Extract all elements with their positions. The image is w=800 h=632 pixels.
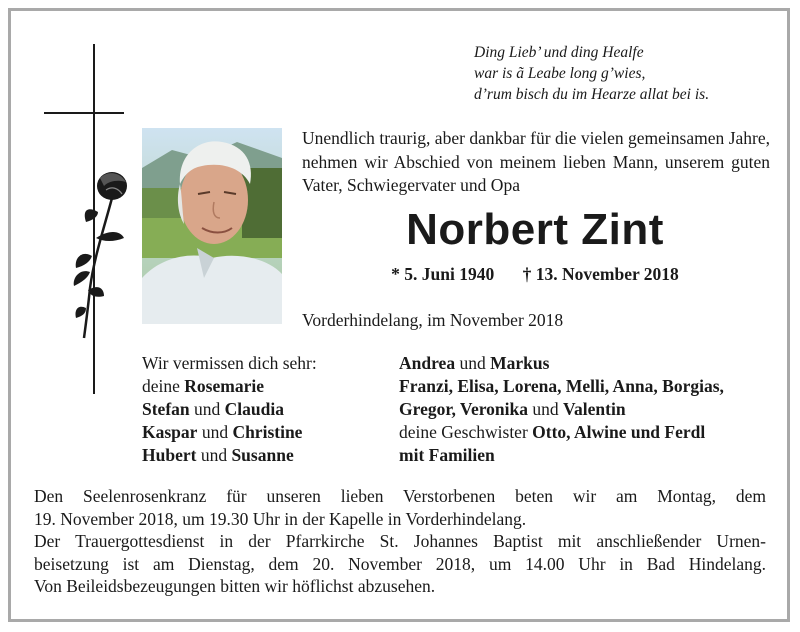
service-line: beisetzung ist am Dienstag, dem 20. November 2018, um 14.00 Uhr in Bad Hindelang. <box>34 553 766 574</box>
mourner-line: mit Familien <box>399 445 495 465</box>
birth-date: * 5. Juni 1940 <box>391 264 495 284</box>
rosary-line: 19. November 2018, um 19.30 Uhr in der Kapelle in Vorderhindelang. <box>34 508 527 529</box>
mourners-left <box>142 352 392 467</box>
service-notice <box>34 485 766 598</box>
rosary-line: Den Seelenrosenkranz für unseren lieben Verstorbenen beten wir am Montag, dem <box>34 486 766 506</box>
intro-text: Unendlich traurig, aber dankbar für die vielen gemeinsamen Jahre, nehmen wir Abschied von meinem lieben Mann, unserem guten Vater, Schwiegervater und Opa <box>302 128 770 195</box>
mourner-line: deine Geschwister Otto, Alwine und Ferdl <box>399 422 706 442</box>
motto-verse <box>474 42 774 105</box>
mourner-line: Stefan und Claudia <box>142 399 284 419</box>
mourner-line: Gregor, Veronika und Valentin <box>399 399 626 419</box>
motto-line: Ding Lieb’ und ding Healfe <box>474 44 644 61</box>
mourner-line: Andrea und Markus <box>399 353 550 373</box>
motto-line: d’rum bisch du im Hearze allat bei is. <box>474 86 710 103</box>
rose-icon <box>64 168 134 340</box>
mourner-line: Wir vermissen dich sehr: <box>142 353 317 373</box>
mourner-line: Hubert und Susanne <box>142 445 294 465</box>
service-line: Der Trauergottesdienst in der Pfarrkirche St. Johannes Baptist mit anschließender Urnen- <box>34 531 766 551</box>
death-date: † 13. November 2018 <box>522 264 679 284</box>
mourners-right <box>399 352 779 467</box>
place-date: Vorderhindelang, im November 2018 <box>302 310 564 330</box>
mourner-line: Kaspar und Christine <box>142 422 303 442</box>
mourner-line: deine Rosemarie <box>142 376 264 396</box>
deceased-name: Norbert Zint <box>406 205 664 254</box>
condolence-line: Von Beileidsbezeugungen bitten wir höflichst abzusehen. <box>34 576 436 596</box>
life-dates <box>302 263 768 285</box>
mourner-line: Franzi, Elisa, Lorena, Melli, Anna, Borgias, <box>399 376 724 396</box>
portrait-photo <box>142 128 282 324</box>
motto-line: war is ã Leabe long g’wies, <box>474 65 646 82</box>
